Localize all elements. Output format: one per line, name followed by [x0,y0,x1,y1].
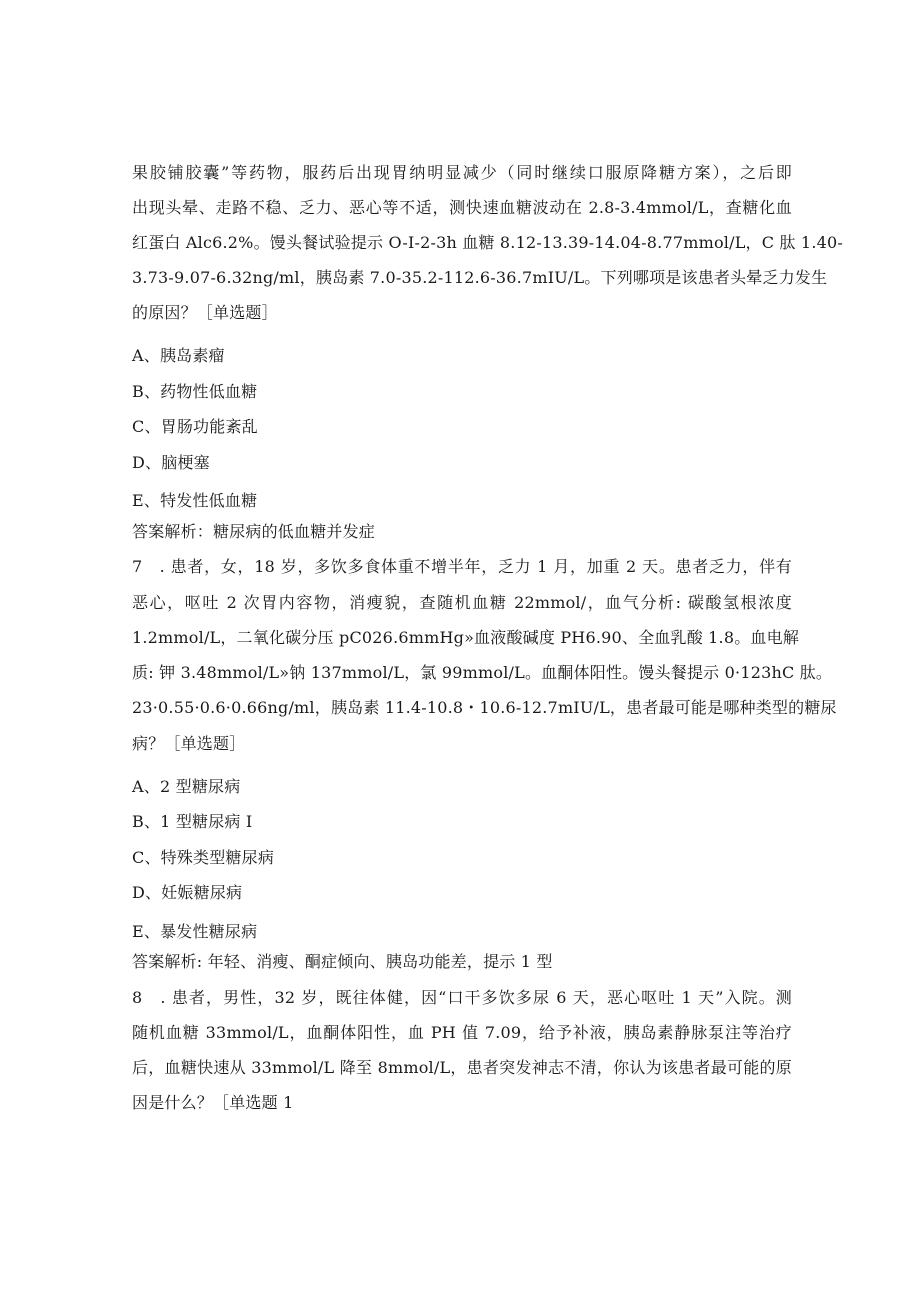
q8-stem-line: 8 . 患者，男性，32 岁，既往体健，因“口干多饮多尿 6 天，恶心呕吐 1 天”入院。测 [132,988,792,1007]
q6-option-c: C、胃肠功能紊乱 [132,417,258,436]
q7-option-b: B、1 型糖尿病 I [132,812,253,831]
q6-stem-line: 红蛋白 Alc6.2%。馒头餐试验提示 O-I-2-3h 血糖 8.12-13.39-14.04-8.77mmol/L，C 肽 1.40- [132,233,843,252]
q6-stem-line: 出现头晕、走路不稳、乏力、恶心等不适，测快速血糖波动在 2.8-3.4mmol/L，查糖化血 [132,198,792,217]
q7-option-d: D、妊娠糖尿病 [132,883,243,902]
q6-option-d: D、脑梗塞 [132,453,210,472]
q6-answer-explanation: 答案解析：糖尿病的低血糖并发症 [132,522,376,541]
q7-answer-explanation: 答案解析: 年轻、消瘦、酮症倾向、胰岛功能差，提示 1 型 [132,952,553,971]
q8-stem-line: 后，血糖快速从 33mmol/L 降至 8mmol/L，患者突发神志不清，你认为该患者最可能的原 [132,1058,792,1077]
q8-stem-line: 随机血糖 33mmol/L，血酮体阳性，血 PH 值 7.09，给予补液，胰岛素静脉泵注等治疗 [132,1023,792,1042]
q7-stem-line: 恶心，呕吐 2 次胃内容物，消瘦貌，查随机血糖 22mmol/，血气分析: 碳酸氢根浓度 [132,593,792,612]
q6-stem-line: 3.73-9.07-6.32ng/ml，胰岛素 7.0-35.2-112.6-36.7mIU/L。下列哪项是该患者头晕乏力发生 [132,268,828,287]
q6-stem-line: 果胶铺胶囊”等药物，服药后出现胃纳明显减少（同时继续口服原降糖方案），之后即 [132,163,792,182]
q7-stem-line: 病？［单选题］ [132,734,246,753]
q7-stem-line: 23·0.55·0.6·0.66ng/ml，胰岛素 11.4-10.8・10.6-12.7mIU/L，患者最可能是哪种类型的糖尿 [132,698,837,717]
q6-option-a: A、胰岛素瘤 [132,346,225,365]
q7-option-a: A、2 型糖尿病 [132,777,241,796]
q7-option-c: C、特殊类型糖尿病 [132,848,275,867]
q6-option-b: B、药物性低血糖 [132,382,258,401]
q7-option-e: E、暴发性糖尿病 [132,922,258,941]
q8-stem-line: 因是什么？［单选题 1 [132,1093,294,1112]
q7-stem-line: 1.2mmol/L，二氧化碳分压 pC026.6mmHg»血液酸碱度 PH6.90、全血乳酸 1.8。血电解 [132,628,800,647]
q6-option-e: E、特发性低血糖 [132,491,258,510]
q6-stem-line: 的原因？［单选题］ [132,303,278,322]
q7-stem-line: 7 . 患者，女，18 岁，多饮多食体重不增半年，乏力 1 月，加重 2 天。患者乏力，伴有 [132,557,792,576]
q7-stem-line: 质: 钾 3.48mmol/L»钠 137mmol/L，氯 99mmol/L。血酮体阳性。馒头餐提示 0·123hC 肽。 [132,663,833,682]
